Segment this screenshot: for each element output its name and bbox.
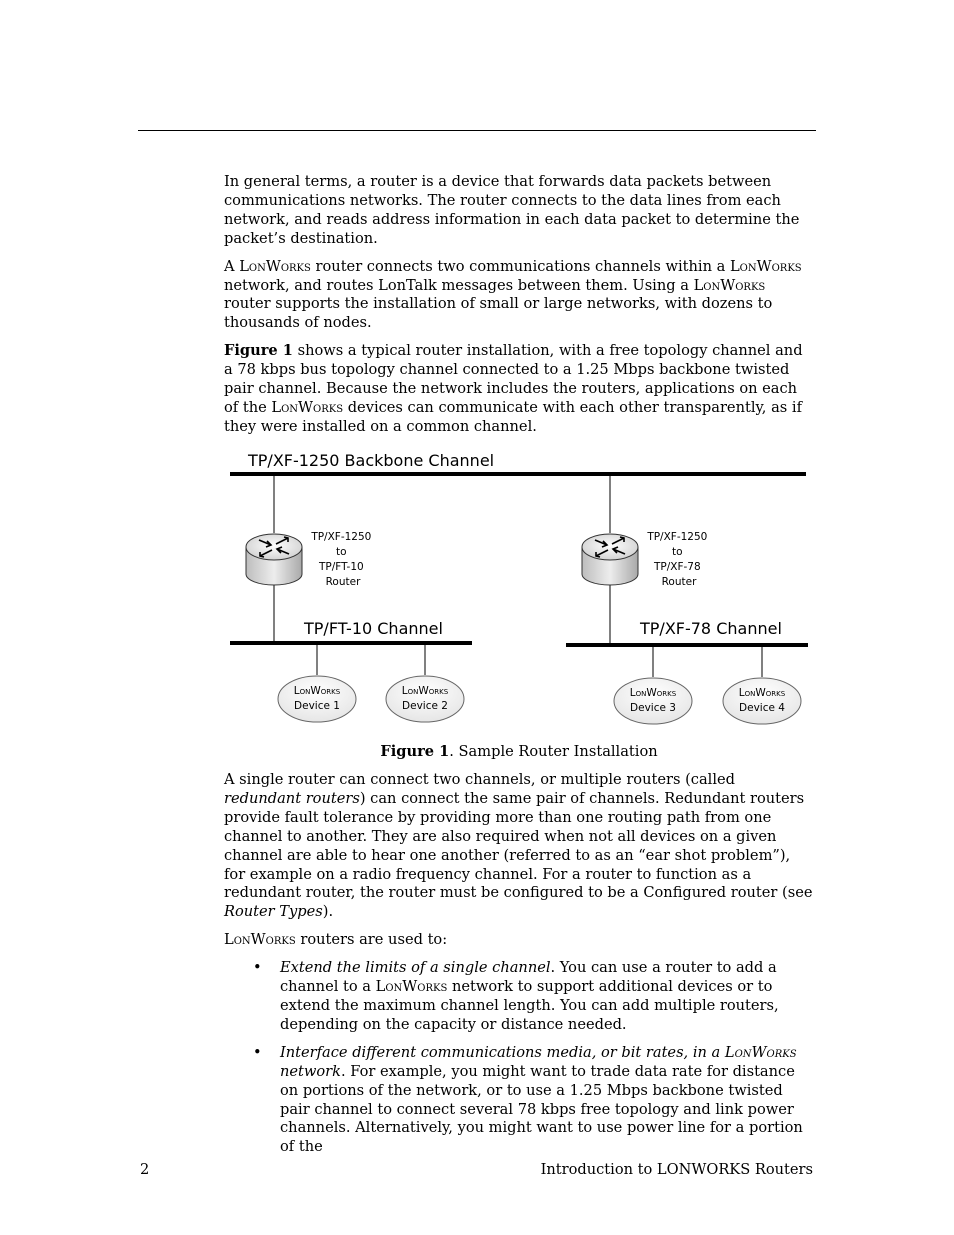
router1-icon [246, 534, 302, 585]
paragraph-lonworks-router: A LonWorks router connects two communications channels within a LonWorks network, and routes LonTalk messages between them. Using a LonWorks router supports the installation of small or large networks, with dozens to thousands of nodes. [224, 257, 802, 332]
svg-text:Device 3: Device 3 [630, 702, 676, 714]
footer-title: Introduction to LONWORKS Routers [540, 1161, 813, 1178]
router-installation-diagram [226, 448, 812, 733]
paragraph-router-definition: In general terms, a router is a device that forwards data packets between communications networks. The router connects to the data lines from each network, and reads address information in each data packet to determine the packet’s destination. [224, 173, 800, 247]
svg-text:Device 1: Device 1 [294, 700, 340, 712]
backbone-channel-label: TP/XF-1250 Backbone Channel [248, 451, 495, 470]
router-uses-list [224, 959, 814, 1157]
router2-label: TP/XF-1250 to TP/XF-78 Router [647, 531, 708, 588]
device4 [723, 678, 801, 724]
figure-caption: Figure 1. Sample Router Installation [380, 743, 658, 760]
bullet-marker: • [253, 1043, 262, 1061]
bullet-marker: • [253, 959, 262, 977]
list-item: • Extend the limits of a single channel. You can use a router to add a channel to a LonWorks network to support additional devices or to extend the maximum channel length. You can add multiple routers, depending on the capacity or distance needed. [253, 959, 779, 1033]
channel1-label: TP/FT-10 Channel [304, 619, 443, 638]
device2 [386, 676, 464, 722]
paragraph-redundant-routers: A single router can connect two channels, or multiple routers (called redundant routers) can connect the same pair of channels. Redundant routers provide fault tolerance by providing more than one routing path from one channel to another. They are also required when not all devices on a given channel are able to hear one another (referred to as an “ear shot problem”), for example on a radio frequency channel. For a router to function as a redundant router, the router must be configured to be a Configured router (see Router Types). [224, 771, 813, 921]
svg-text:Device 4: Device 4 [739, 702, 785, 714]
router-usage-text [224, 771, 814, 1166]
device1 [278, 676, 356, 722]
svg-text:LonWorks: LonWorks [738, 687, 786, 699]
figure-reference: Figure 1 [224, 342, 293, 360]
svg-text:LonWorks: LonWorks [629, 687, 677, 699]
router2-icon [582, 534, 638, 585]
router1-label: TP/XF-1250 to TP/FT-10 Router [311, 531, 372, 588]
page-number: 2 [140, 1161, 150, 1178]
router-types-reference: Router Types [224, 903, 323, 921]
paragraph-figure-intro: Figure 1 shows a typical router installation, with a free topology channel and a 78 kbps bus topology channel connected to a 1.25 Mbps backbone twisted pair channel. Because the network includes the routers, applications on each of the LonWorks devices can communicate with each other transparently, as if they were installed on a common channel. [224, 342, 803, 435]
intro-text [224, 173, 814, 446]
svg-text:Device 2: Device 2 [402, 700, 448, 712]
channel2-label: TP/XF-78 Channel [640, 619, 782, 638]
header-rule [138, 130, 816, 131]
paragraph-routers-used-to: LonWorks routers are used to: [224, 931, 448, 949]
device3 [614, 678, 692, 724]
list-item: • Interface different communications media, or bit rates, in a LonWorks network. For example, you might want to trade data rate for distance on portions of the network, or to use a 1.25 Mbps backbone twisted pair channel to connect several 78 kbps free topology and link power channels. Alternatively, you might want to use power line for a portion of the [253, 1043, 803, 1156]
svg-text:LonWorks: LonWorks [401, 685, 449, 697]
svg-text:LonWorks: LonWorks [293, 685, 341, 697]
